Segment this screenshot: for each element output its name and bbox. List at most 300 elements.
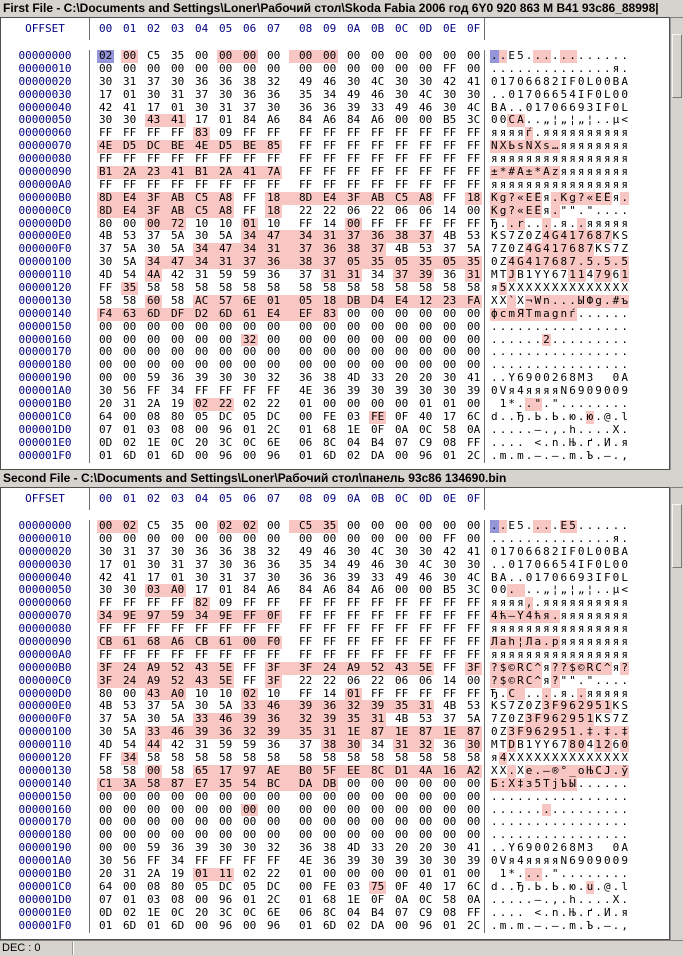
byte-cell[interactable]: FF <box>347 178 361 191</box>
byte-cell[interactable]: FF <box>219 178 233 191</box>
ascii-char[interactable]: . <box>603 584 611 597</box>
byte-cell[interactable]: 00 <box>467 398 481 411</box>
ascii-char[interactable]: . <box>525 790 533 803</box>
byte-cell[interactable]: 00 <box>371 816 385 829</box>
ascii-char[interactable]: я <box>525 623 533 636</box>
byte-cell[interactable]: 0A <box>467 423 481 436</box>
ascii-char[interactable]: я <box>603 178 611 191</box>
byte-cell[interactable]: FF <box>171 597 185 610</box>
byte-cell[interactable]: DC <box>267 880 281 893</box>
byte-cell[interactable]: 00 <box>243 359 257 372</box>
byte-cell[interactable]: 0C <box>419 893 433 906</box>
ascii-char[interactable]: 0 <box>551 571 559 584</box>
ascii-char[interactable]: . <box>560 532 568 545</box>
byte-cell[interactable]: 00 <box>419 777 433 790</box>
byte-cell[interactable]: FF <box>171 648 185 661</box>
ascii-char[interactable]: 0 <box>595 75 602 88</box>
byte-cell[interactable]: 39 <box>347 571 361 584</box>
byte-cell[interactable]: 49 <box>299 545 313 558</box>
ascii-char[interactable]: . <box>577 880 585 893</box>
ascii-char[interactable]: Х <box>534 140 542 153</box>
ascii-char[interactable]: я <box>560 610 568 623</box>
ascii-char[interactable]: 4 <box>543 230 550 243</box>
byte-cell[interactable]: 00 <box>299 346 313 359</box>
ascii-char[interactable]: . <box>595 423 602 436</box>
ascii-char[interactable]: ‡ <box>517 777 524 790</box>
ascii-char[interactable]: " <box>586 204 594 217</box>
byte-cell[interactable]: 00 <box>395 520 409 532</box>
byte-cell[interactable]: 36 <box>265 713 289 726</box>
ascii-char[interactable]: я <box>621 127 628 140</box>
ascii-char[interactable]: # <box>508 166 516 179</box>
byte-cell[interactable]: C5 <box>147 520 161 532</box>
ascii-char[interactable]: . <box>491 816 498 829</box>
ascii-char[interactable]: . <box>517 829 524 842</box>
byte-cell[interactable]: 58 <box>323 282 337 295</box>
ascii-char[interactable]: ‚ <box>525 597 533 610</box>
ascii-char[interactable]: . <box>560 449 568 462</box>
ascii-char[interactable]: . <box>560 906 568 919</box>
byte-cell[interactable]: 23 <box>145 166 169 179</box>
ascii-char[interactable]: . <box>543 398 550 411</box>
ascii-char[interactable]: . <box>534 816 542 829</box>
byte-cell[interactable]: 1E <box>441 726 465 739</box>
byte-cell[interactable]: 30 <box>147 713 161 726</box>
byte-cell[interactable]: FF <box>467 166 481 179</box>
ascii-char[interactable]: " <box>569 674 576 687</box>
ascii-char[interactable]: 3 <box>586 101 594 114</box>
byte-cell[interactable]: 35 <box>289 726 321 739</box>
ascii-char[interactable]: . <box>534 62 542 75</box>
ascii-char[interactable]: 5 <box>517 520 524 532</box>
ascii-char[interactable]: я <box>612 153 620 166</box>
ascii-char[interactable]: 1 <box>534 571 542 584</box>
ascii-char[interactable]: . <box>543 687 550 700</box>
byte-cell[interactable]: 17 <box>443 880 457 893</box>
byte-cell[interactable]: 58 <box>195 282 209 295</box>
ascii-char[interactable]: 5 <box>534 777 542 790</box>
byte-cell[interactable]: 00 <box>267 803 281 816</box>
byte-cell[interactable]: FF <box>267 855 281 868</box>
ascii-char[interactable]: . <box>577 217 585 230</box>
ascii-char[interactable]: . <box>603 320 611 333</box>
ascii-char[interactable]: . <box>603 346 611 359</box>
byte-cell[interactable]: 58 <box>371 282 385 295</box>
byte-cell[interactable]: 61 <box>217 636 241 649</box>
ascii-char[interactable]: . <box>517 346 524 359</box>
ascii-char[interactable]: я <box>603 623 611 636</box>
ascii-char[interactable]: . <box>569 359 576 372</box>
ascii-char[interactable]: я <box>595 648 602 661</box>
byte-cell[interactable]: 30 <box>147 88 161 101</box>
byte-cell[interactable]: 33 <box>371 571 385 584</box>
ascii-char[interactable]: . <box>603 423 611 436</box>
ascii-char[interactable]: * <box>508 398 516 411</box>
ascii-char[interactable]: . <box>525 114 533 127</box>
ascii-char[interactable]: X <box>491 764 498 777</box>
ascii-char[interactable]: @ <box>603 880 611 893</box>
byte-cell[interactable]: 00 <box>347 359 361 372</box>
ascii-char[interactable]: . <box>499 532 507 545</box>
ascii-char[interactable]: я <box>586 140 594 153</box>
ascii-char[interactable]: n <box>551 436 559 449</box>
byte-cell[interactable]: 14 <box>323 687 337 700</box>
ascii-char[interactable]: я <box>560 597 568 610</box>
byte-cell[interactable]: 4E <box>193 140 217 153</box>
byte-cell[interactable]: EF <box>289 308 321 321</box>
byte-cell[interactable]: 00 <box>443 790 457 803</box>
byte-cell[interactable]: 7A <box>267 166 281 179</box>
byte-cell[interactable]: 00 <box>419 790 433 803</box>
byte-cell[interactable]: 00 <box>243 346 257 359</box>
byte-cell[interactable]: 58 <box>147 752 161 765</box>
byte-cell[interactable]: 58 <box>219 752 233 765</box>
ascii-char[interactable]: X <box>603 282 611 295</box>
ascii-char[interactable]: я <box>499 127 507 140</box>
ascii-char[interactable]: K <box>595 243 602 256</box>
ascii-char[interactable]: . <box>595 320 602 333</box>
byte-cell[interactable]: 10 <box>195 687 209 700</box>
ascii-char[interactable]: < <box>534 906 542 919</box>
byte-cell[interactable]: 01 <box>299 449 313 462</box>
ascii-char[interactable]: . <box>551 204 559 217</box>
byte-cell[interactable]: 00 <box>371 520 385 532</box>
byte-cell[interactable]: FF <box>147 178 161 191</box>
ascii-char[interactable]: X <box>543 752 550 765</box>
byte-cell[interactable]: 00 <box>219 803 233 816</box>
ascii-char[interactable]: . <box>586 346 594 359</box>
ascii-char[interactable]: Л <box>525 636 533 649</box>
byte-cell[interactable]: 37 <box>99 243 113 256</box>
byte-cell[interactable]: FF <box>395 166 409 179</box>
ascii-char[interactable]: 2 <box>551 372 559 385</box>
byte-cell[interactable]: 16 <box>441 765 465 778</box>
ascii-char[interactable]: A <box>621 75 628 88</box>
ascii-char[interactable]: . <box>612 398 620 411</box>
byte-cell[interactable]: FF <box>267 178 281 191</box>
ascii-char[interactable]: . <box>499 217 507 230</box>
ascii-char[interactable]: . <box>595 919 602 932</box>
byte-cell[interactable]: 96 <box>219 919 233 932</box>
ascii-char[interactable]: я <box>603 610 611 623</box>
ascii-char[interactable]: z <box>551 166 559 179</box>
ascii-char[interactable]: . <box>525 320 533 333</box>
byte-cell[interactable]: 46 <box>217 713 241 726</box>
byte-cell[interactable]: 00 <box>99 320 113 333</box>
byte-cell[interactable]: 87 <box>417 726 441 739</box>
ascii-char[interactable]: . <box>569 398 576 411</box>
ascii-char[interactable]: я <box>534 153 542 166</box>
byte-cell[interactable]: 38 <box>393 230 417 243</box>
byte-cell[interactable]: 34 <box>323 558 337 571</box>
ascii-char[interactable]: . <box>551 687 559 700</box>
byte-cell[interactable]: 00 <box>323 359 337 372</box>
ascii-char[interactable]: я <box>586 610 594 623</box>
byte-cell[interactable]: 58 <box>123 294 137 307</box>
byte-cell[interactable]: 4C <box>467 571 481 584</box>
ascii-char[interactable]: . <box>612 726 620 739</box>
ascii-char[interactable]: « <box>586 191 594 204</box>
byte-cell[interactable]: 34 <box>241 243 265 256</box>
ascii-char[interactable]: . <box>586 398 594 411</box>
byte-cell[interactable]: 00 <box>443 359 457 372</box>
ascii-char[interactable]: . <box>569 217 576 230</box>
byte-cell[interactable]: FF <box>419 153 433 166</box>
ascii-char[interactable]: 0 <box>491 114 498 127</box>
ascii-char[interactable]: 6 <box>551 269 559 282</box>
ascii-char[interactable]: я <box>577 597 585 610</box>
byte-cell[interactable]: 4B <box>395 243 409 256</box>
ascii-char[interactable]: . <box>534 687 542 700</box>
ascii-char[interactable]: я <box>517 178 524 191</box>
ascii-char[interactable]: я <box>517 597 524 610</box>
ascii-char[interactable]: я <box>560 153 568 166</box>
ascii-char[interactable]: . <box>534 346 542 359</box>
ascii-char[interactable]: . <box>621 423 628 436</box>
byte-cell[interactable]: BE <box>241 140 265 153</box>
ascii-char[interactable]: . <box>499 893 507 906</box>
byte-cell[interactable]: 32 <box>419 739 433 752</box>
ascii-char[interactable]: h <box>569 893 576 906</box>
byte-cell[interactable]: 09 <box>219 127 233 140</box>
ascii-char[interactable]: . <box>595 674 602 687</box>
byte-cell[interactable]: 06 <box>395 674 409 687</box>
byte-cell[interactable]: 96 <box>267 919 281 932</box>
byte-cell[interactable]: 47 <box>265 230 289 243</box>
byte-cell[interactable]: 17 <box>99 558 113 571</box>
ascii-char[interactable]: я <box>517 153 524 166</box>
byte-cell[interactable]: 32 <box>267 545 281 558</box>
ascii-char[interactable]: Ъ <box>586 919 594 932</box>
ascii-char[interactable]: я <box>534 623 542 636</box>
byte-cell[interactable]: 0F <box>395 410 409 423</box>
byte-cell[interactable]: 30 <box>443 842 457 855</box>
ascii-char[interactable]: . <box>586 423 594 436</box>
byte-cell[interactable]: 00 <box>419 346 433 359</box>
ascii-char[interactable]: – <box>534 423 542 436</box>
byte-cell[interactable]: 96 <box>219 449 233 462</box>
byte-cell[interactable]: 37 <box>147 545 161 558</box>
byte-cell[interactable]: FF <box>147 597 161 610</box>
ascii-char[interactable]: 6 <box>569 243 576 256</box>
byte-cell[interactable]: 1E <box>345 726 369 739</box>
byte-cell[interactable]: B5 <box>443 114 457 127</box>
ascii-char[interactable]: я <box>612 127 620 140</box>
ascii-char[interactable]: . <box>517 398 524 411</box>
ascii-char[interactable]: X <box>525 752 533 765</box>
ascii-char[interactable]: S <box>621 230 628 243</box>
ascii-char[interactable]: V <box>499 385 507 398</box>
byte-cell[interactable]: 1E <box>147 436 161 449</box>
ascii-char[interactable]: . <box>603 204 611 217</box>
ascii-char[interactable]: 6 <box>560 571 568 584</box>
byte-cell[interactable]: 00 <box>99 803 113 816</box>
byte-cell[interactable]: 08 <box>443 906 457 919</box>
byte-cell[interactable]: 4B <box>99 230 113 243</box>
byte-cell[interactable]: 01 <box>265 295 289 308</box>
ascii-char[interactable]: . <box>534 217 542 230</box>
ascii-char[interactable]: я <box>621 687 628 700</box>
byte-cell[interactable]: 00 <box>347 829 361 842</box>
byte-cell[interactable]: 96 <box>419 919 433 932</box>
ascii-char[interactable]: @ <box>603 410 611 423</box>
byte-cell[interactable]: 05 <box>345 256 369 269</box>
ascii-char[interactable]: , <box>621 449 628 462</box>
byte-cell[interactable]: 39 <box>347 855 361 868</box>
byte-cell[interactable]: FF <box>347 597 361 610</box>
ascii-char[interactable]: 6 <box>569 571 576 584</box>
ascii-char[interactable]: . <box>499 520 507 532</box>
ascii-char[interactable]: 7 <box>508 700 516 713</box>
ascii-char[interactable]: я <box>586 687 594 700</box>
ascii-char[interactable]: я <box>603 140 611 153</box>
ascii-char[interactable]: ў <box>621 764 628 777</box>
ascii-char[interactable]: . <box>508 333 516 346</box>
byte-cell[interactable]: 37 <box>371 243 385 256</box>
ascii-char[interactable]: g <box>551 307 559 320</box>
ascii-char[interactable]: . <box>543 919 550 932</box>
byte-cell[interactable]: 00 <box>171 803 185 816</box>
ascii-char[interactable]: я <box>551 855 559 868</box>
ascii-char[interactable]: A <box>621 372 628 385</box>
byte-cell[interactable]: FF <box>267 623 281 636</box>
ascii-char[interactable]: ј <box>551 777 559 790</box>
byte-cell[interactable]: 00 <box>195 449 209 462</box>
byte-cell[interactable]: FF <box>243 385 257 398</box>
ascii-char[interactable]: я <box>612 636 620 649</box>
byte-cell[interactable]: 06 <box>419 204 433 217</box>
ascii-char[interactable]: я <box>560 648 568 661</box>
ascii-char[interactable]: F <box>534 713 542 726</box>
byte-cell[interactable]: 36 <box>267 558 281 571</box>
ascii-char[interactable]: я <box>612 62 620 75</box>
byte-cell[interactable]: FF <box>267 648 281 661</box>
byte-cell[interactable]: 53 <box>123 700 137 713</box>
ascii-char[interactable]: X <box>612 423 620 436</box>
byte-cell[interactable]: 35 <box>299 88 313 101</box>
ascii-char[interactable]: F <box>603 571 611 584</box>
ascii-char[interactable]: 7 <box>508 230 516 243</box>
byte-cell[interactable]: 08 <box>171 423 185 436</box>
ascii-char[interactable]: . <box>508 423 516 436</box>
ascii-char[interactable]: . <box>586 829 594 842</box>
ascii-char[interactable]: 0 <box>491 855 498 868</box>
byte-cell[interactable]: A6 <box>371 584 385 597</box>
byte-cell[interactable]: 85 <box>267 140 281 153</box>
ascii-char[interactable]: . <box>508 346 516 359</box>
ascii-char[interactable]: . <box>595 803 602 816</box>
byte-cell[interactable]: 37 <box>419 230 433 243</box>
byte-cell[interactable]: 30 <box>99 545 113 558</box>
byte-cell[interactable]: FF <box>371 648 385 661</box>
ascii-char[interactable]: 0 <box>621 558 628 571</box>
ascii-char[interactable]: р <box>551 636 559 649</box>
byte-cell[interactable]: FF <box>467 906 481 919</box>
ascii-char[interactable]: M <box>491 269 498 282</box>
byte-cell[interactable]: 2C <box>267 893 281 906</box>
byte-cell[interactable]: 31 <box>123 545 137 558</box>
byte-cell[interactable]: 02 <box>193 398 217 411</box>
byte-cell[interactable]: 01 <box>219 114 233 127</box>
ascii-char[interactable]: я <box>508 648 516 661</box>
ascii-char[interactable]: X <box>517 282 524 295</box>
ascii-char[interactable]: . <box>525 423 533 436</box>
byte-cell[interactable]: FF <box>99 153 113 166</box>
ascii-char[interactable]: . <box>551 532 559 545</box>
byte-cell[interactable]: 06 <box>299 436 313 449</box>
byte-cell[interactable]: 6D <box>123 449 137 462</box>
ascii-char[interactable]: ф <box>491 307 498 320</box>
ascii-char[interactable]: . <box>603 777 611 790</box>
ascii-char[interactable]: . <box>612 256 620 269</box>
byte-cell[interactable]: 8D <box>97 192 121 205</box>
byte-cell[interactable]: 3F <box>145 205 169 218</box>
byte-cell[interactable]: 00 <box>419 50 433 62</box>
ascii-char[interactable]: 1 <box>603 700 611 713</box>
ascii-char[interactable]: . <box>595 584 602 597</box>
ascii-char[interactable]: 2 <box>543 726 550 739</box>
ascii-char[interactable]: . <box>560 398 568 411</box>
byte-cell[interactable]: 36 <box>243 558 257 571</box>
byte-cell[interactable]: 0C <box>171 436 185 449</box>
byte-cell[interactable]: 03 <box>347 880 361 893</box>
ascii-char[interactable]: 5 <box>603 256 611 269</box>
ascii-char[interactable]: " <box>560 204 568 217</box>
ascii-char[interactable]: я <box>508 623 516 636</box>
ascii-char[interactable]: . <box>491 333 498 346</box>
ascii-char[interactable]: – <box>534 919 542 932</box>
byte-cell[interactable]: 38 <box>243 545 257 558</box>
ascii-char[interactable]: X <box>569 752 576 765</box>
byte-cell[interactable]: 54 <box>123 739 137 752</box>
ascii-char[interactable]: µ <box>612 114 620 127</box>
byte-cell[interactable]: 59 <box>147 842 161 855</box>
byte-cell[interactable]: FF <box>243 855 257 868</box>
ascii-char[interactable]: . <box>612 333 620 346</box>
byte-cell[interactable]: 58 <box>419 752 433 765</box>
byte-cell[interactable]: 37 <box>243 571 257 584</box>
ascii-char[interactable]: F <box>551 700 559 713</box>
ascii-char[interactable]: 0 <box>517 75 524 88</box>
ascii-char[interactable]: . <box>621 333 628 346</box>
byte-cell[interactable]: 00 <box>219 333 233 346</box>
byte-cell[interactable]: FF <box>243 178 257 191</box>
ascii-char[interactable]: . <box>603 62 611 75</box>
byte-cell[interactable]: 58 <box>243 282 257 295</box>
ascii-char[interactable]: Ь <box>551 880 559 893</box>
ascii-char[interactable]: . <box>603 868 611 881</box>
ascii-char[interactable]: < <box>534 436 542 449</box>
ascii-char[interactable]: . <box>508 532 516 545</box>
ascii-char[interactable]: 0 <box>534 558 542 571</box>
byte-cell[interactable]: 60 <box>147 294 161 307</box>
byte-cell[interactable]: 05 <box>195 880 209 893</box>
ascii-char[interactable]: 7 <box>595 269 602 282</box>
ascii-char[interactable]: 7 <box>543 256 550 269</box>
ascii-char[interactable]: 9 <box>595 385 602 398</box>
ascii-char[interactable] <box>490 398 499 411</box>
ascii-char[interactable]: X <box>517 294 524 307</box>
byte-cell[interactable]: 2A <box>217 166 241 179</box>
byte-cell[interactable]: 24 <box>121 662 145 675</box>
byte-cell[interactable]: 59 <box>219 269 233 282</box>
ascii-char[interactable]: . <box>517 359 524 372</box>
byte-cell[interactable]: 05 <box>441 256 465 269</box>
ascii-char[interactable]: . <box>491 893 498 906</box>
byte-cell[interactable]: 20 <box>419 842 433 855</box>
byte-cell[interactable]: FF <box>467 217 481 230</box>
byte-cell[interactable]: 34 <box>171 385 185 398</box>
